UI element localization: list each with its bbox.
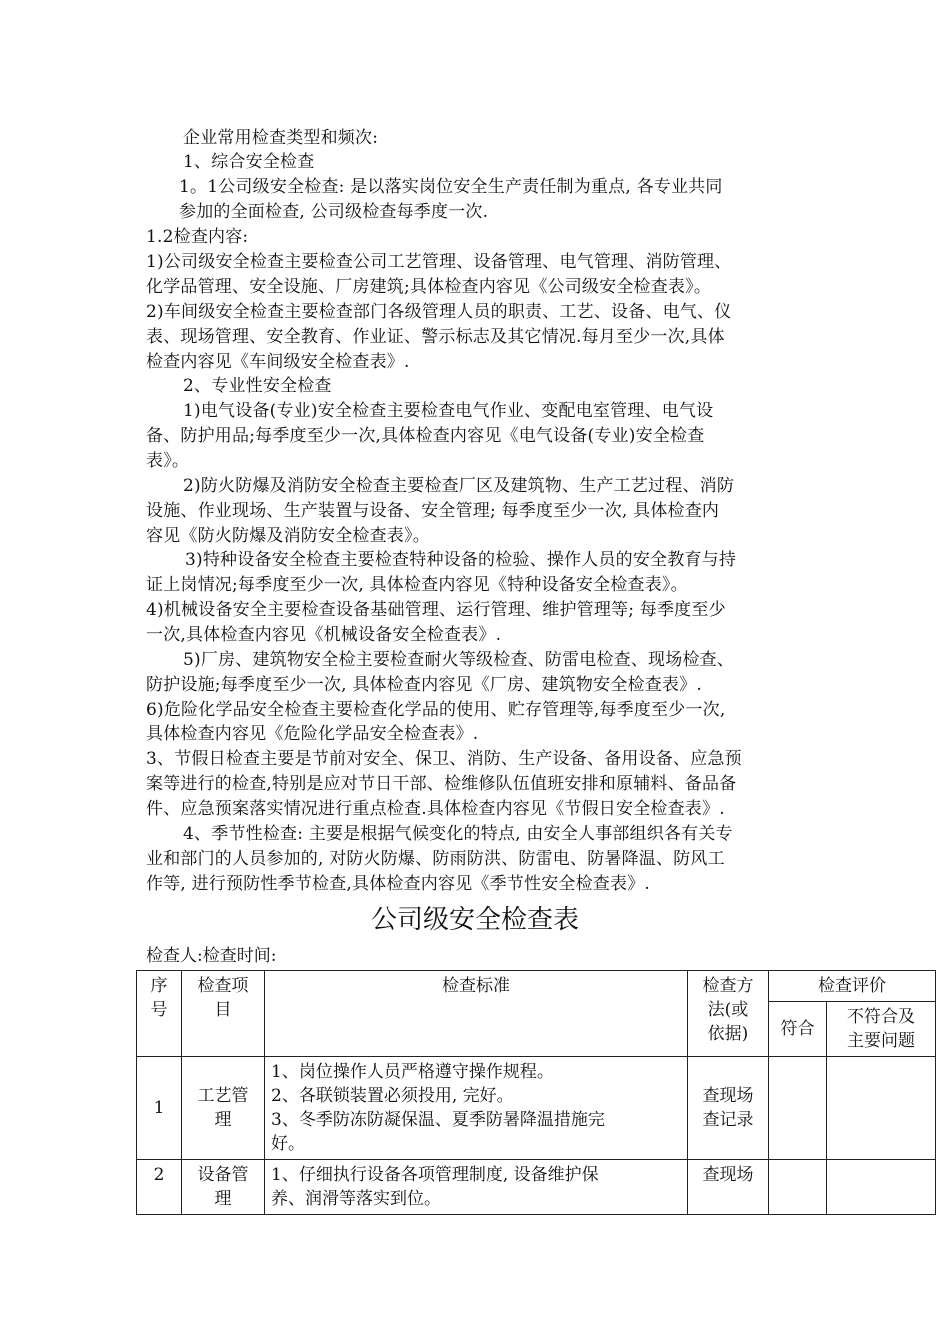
row-method: 查现场 查记录	[688, 1057, 769, 1160]
paragraph-line: 1)电气设备(专业)安全检查主要检查电气作业、变配电室管理、电气设	[183, 401, 714, 421]
paragraph-line: 1。1公司级安全检查: 是以落实岗位安全生产责任制为重点, 各专业共同	[179, 177, 723, 197]
intro-line: 企业常用检查类型和频次:	[183, 128, 379, 148]
paragraph-line: 3)特种设备安全检查主要检查特种设备的检验、操作人员的安全教育与持	[185, 550, 737, 570]
row-item: 设备管 理	[182, 1160, 265, 1215]
paragraph-line: 容见《防火防爆及消防安全检查表》。	[146, 526, 430, 546]
paragraph-line: 备、防护用品;每季度至少一次,具体检查内容见《电气设备(专业)安全检查	[146, 426, 705, 446]
paragraph-line: 2)防火防爆及消防安全检查主要检查厂区及建筑物、生产工艺过程、消防	[183, 476, 735, 496]
paragraph-line: 6)危险化学品安全检查主要检查化学品的使用、贮存管理等,每季度至少一次,	[146, 700, 726, 720]
row-seq: 2	[137, 1160, 182, 1215]
header-evaluation: 检查评价	[769, 971, 936, 1002]
row-nonconform	[827, 1160, 936, 1215]
paragraph-line: 具体检查内容见《危险化学品安全检查表》.	[146, 724, 479, 744]
header-conform: 符合	[769, 1002, 827, 1057]
paragraph-line: 表、现场管理、安全教育、作业证、警示标志及其它情况.每月至少一次,具体	[146, 327, 725, 347]
paragraph-line: 设施、作业现场、生产装置与设备、安全管理; 每季度至少一次, 具体检查内	[146, 501, 720, 521]
paragraph-line: 4)机械设备安全主要检查设备基础管理、运行管理、维护管理等; 每季度至少	[146, 600, 726, 620]
row-seq: 1	[137, 1057, 182, 1160]
table-row	[137, 1057, 936, 1160]
table-header-row	[137, 971, 936, 1002]
paragraph-line: 4、季节性检查: 主要是根据气候变化的特点, 由安全人事部组织各有关专	[183, 824, 733, 844]
paragraph-line: 检查内容见《车间级安全检查表》.	[146, 352, 410, 372]
header-nonconform: 不符合及 主要问题	[827, 1002, 936, 1057]
section-heading: 1、综合安全检查	[183, 152, 315, 172]
row-method: 查现场	[688, 1160, 769, 1215]
header-item: 检查项 目	[182, 971, 265, 1057]
paragraph-line: 3、节假日检查主要是节前对安全、保卫、消防、生产设备、备用设备、应急预	[146, 749, 742, 769]
header-seq: 序 号	[137, 971, 182, 1057]
header-standard: 检查标准	[265, 971, 688, 1057]
paragraph-line: 一次,具体检查内容见《机械设备安全检查表》.	[146, 625, 502, 645]
paragraph-line: 5)厂房、建筑物安全检主要检查耐火等级检查、防雷电检查、现场检查、	[183, 650, 735, 670]
row-nonconform	[827, 1057, 936, 1160]
paragraph-line: 1)公司级安全检查主要检查公司工艺管理、设备管理、电气管理、消防管理、	[146, 252, 732, 272]
header-method: 检查方 法(或 依据)	[688, 971, 769, 1057]
paragraph-line: 业和部门的人员参加的, 对防火防爆、防雨防洪、防雷电、防暑降温、防风工	[146, 849, 725, 869]
table-row	[137, 1160, 936, 1215]
paragraph-line: 2)车间级安全检查主要检查部门各级管理人员的职责、工艺、设备、电气、仪	[146, 302, 732, 322]
paragraph-line: 防护设施;每季度至少一次, 具体检查内容见《厂房、建筑物安全检查表》.	[146, 675, 702, 695]
row-standard: 1、岗位操作人员严格遵守操作规程。 2、各联锁装置必须投用, 完好。 3、冬季防冻防凝保温、夏季防暑降温措施完 好。	[265, 1057, 688, 1160]
table-title: 公司级安全检查表	[370, 905, 579, 935]
inspector-line: 检查人:检查时间:	[146, 946, 277, 966]
paragraph-line: 证上岗情况;每季度至少一次, 具体检查内容见《特种设备安全检查表》。	[146, 575, 688, 595]
paragraph-line: 参加的全面检查, 公司级检查每季度一次.	[179, 202, 489, 222]
paragraph-line: 件、应急预案落实情况进行重点检查.具体检查内容见《节假日安全检查表》.	[146, 799, 725, 819]
section-heading: 2、专业性安全检查	[183, 376, 332, 396]
paragraph-line: 案等进行的检查,特别是应对节日干部、检维修队伍值班安排和原辅料、备品备	[146, 774, 737, 794]
inspection-table	[136, 970, 936, 1215]
paragraph-line: 表》。	[146, 451, 190, 471]
row-conform	[769, 1057, 827, 1160]
paragraph-line: 化学品管理、安全设施、厂房建筑;具体检查内容见《公司级安全检查表》。	[146, 277, 712, 297]
paragraph-line: 作等, 进行预防性季节检查,具体检查内容见《季节性安全检查表》.	[146, 874, 651, 894]
row-item: 工艺管 理	[182, 1057, 265, 1160]
section-heading: 1.2检查内容:	[146, 227, 249, 247]
row-conform	[769, 1160, 827, 1215]
row-standard: 1、仔细执行设备各项管理制度, 设备维护保 养、润滑等落实到位。	[265, 1160, 688, 1215]
